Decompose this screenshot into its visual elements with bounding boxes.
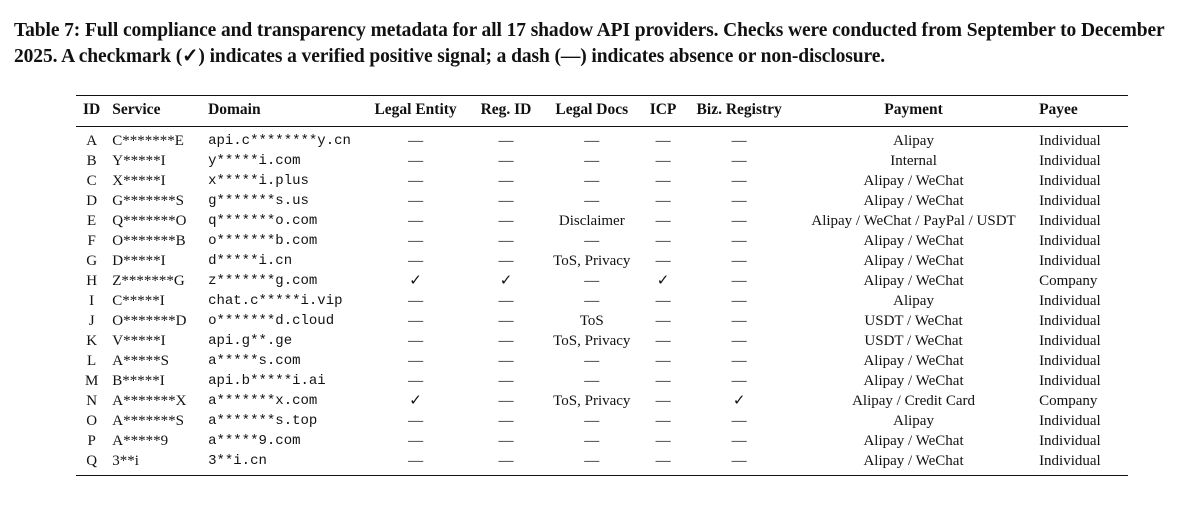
cell-reg-id: ✓ [499,273,513,289]
cell-icp: ✓ [656,273,670,289]
cell-domain: d*****i.cn [208,253,293,269]
header-row [76,96,1128,127]
cell-icp: — [655,193,671,209]
cell-biz-registry: — [731,253,747,269]
cell-service: D*****I [112,253,166,269]
cell-icp: — [655,173,671,189]
cell-legal-entity: ✓ [409,273,422,289]
table-row [76,251,1128,271]
cell-payment: Alipay / WeChat [863,373,964,389]
cell-reg-id: — [498,353,514,369]
cell-biz-registry: — [731,133,747,149]
cell-payee: Individual [1039,173,1101,189]
cell-legal-entity: — [408,213,424,229]
cell-id: N [86,393,98,409]
cell-payee: Individual [1039,153,1101,169]
cell-payment: Internal [890,153,937,169]
table-row [76,231,1128,251]
cell-legal-docs: ToS, Privacy [553,393,631,409]
table-row [76,151,1128,171]
cell-service: A*****S [112,353,169,369]
cell-payee: Individual [1039,253,1101,269]
cell-service: A*******X [112,393,187,409]
table-row [76,291,1128,311]
cell-payee: Company [1039,273,1098,289]
cell-icp: — [655,133,671,149]
header-payment: Payment [793,96,1034,127]
cell-biz-registry: — [731,193,747,209]
cell-icp: — [641,451,686,476]
cell-service: Y*****I [112,153,166,169]
cell-legal-docs: Disclaimer [558,213,625,229]
cell-reg-id: — [498,333,514,349]
cell-service: Q*******O [112,213,187,229]
cell-payee: Individual [1034,451,1128,476]
cell-service: C*******E [112,133,184,149]
cell-domain: o*******b.com [208,233,318,249]
cell-domain: y*****i.com [208,153,301,169]
cell-domain: g*******s.us [208,193,309,209]
cell-legal-docs: ToS, Privacy [553,333,631,349]
cell-service: X*****I [112,173,166,189]
cell-legal-entity: — [362,451,469,476]
cell-biz-registry: — [731,333,747,349]
table-row [76,351,1128,371]
cell-reg-id: — [498,173,514,189]
cell-service: O*******B [112,233,186,249]
header-id: ID [76,96,107,127]
cell-legal-docs: — [584,353,600,369]
cell-id: I [89,293,95,309]
table-body [76,127,1128,476]
header-biz-registry: Biz. Registry [685,96,793,127]
cell-service: G*******S [112,193,184,209]
cell-service: A*****9 [112,433,169,449]
cell-reg-id: — [498,313,514,329]
cell-icp: — [655,213,671,229]
cell-domain: a*****s.com [208,353,301,369]
cell-payment: Alipay [893,293,934,309]
cell-reg-id: — [498,293,514,309]
cell-biz-registry: — [731,233,747,249]
cell-icp: — [655,333,671,349]
cell-payment: Alipay / WeChat [863,173,964,189]
table-row [76,271,1128,291]
table-row [76,211,1128,231]
cell-payee: Individual [1039,293,1101,309]
table-row [76,191,1128,211]
cell-payee: Individual [1039,313,1101,329]
cell-legal-docs: — [543,451,641,476]
cell-legal-entity: — [408,433,424,449]
cell-icp: — [655,373,671,389]
cell-id: L [87,353,97,369]
cell-payee: Individual [1039,373,1101,389]
cell-service: 3**i [107,451,203,476]
cell-legal-docs: — [584,193,600,209]
cell-reg-id: — [498,373,514,389]
cell-service: O*******D [112,313,187,329]
cell-payee: Individual [1039,433,1101,449]
cell-legal-docs: — [584,233,600,249]
cell-legal-docs: — [584,293,600,309]
cell-icp: — [655,253,671,269]
cell-icp: — [655,153,671,169]
cell-biz-registry: — [731,433,747,449]
cell-domain: a*****9.com [208,433,301,449]
cell-domain: a*******s.top [208,413,318,429]
cell-legal-docs: — [584,413,600,429]
cell-service: A*******S [112,413,184,429]
table-row [76,371,1128,391]
cell-payment: USDT / WeChat [864,333,963,349]
cell-legal-entity: — [408,133,424,149]
cell-biz-registry: — [731,153,747,169]
table-row [76,411,1128,431]
cell-payment: Alipay [893,133,934,149]
cell-id: K [86,333,98,349]
cell-domain: 3**i.cn [203,451,362,476]
cell-domain: a*******x.com [208,393,318,409]
header-service: Service [107,96,203,127]
cell-service: B*****I [112,373,165,389]
cell-biz-registry: — [685,451,793,476]
cell-icp: — [655,393,671,409]
cell-id: O [86,413,98,429]
cell-id: A [86,133,98,149]
header-icp: ICP [641,96,686,127]
cell-payee: Individual [1039,413,1101,429]
cell-id: Q [76,451,107,476]
cell-legal-docs: — [584,433,600,449]
cell-legal-entity: — [408,353,424,369]
cell-id: M [84,373,99,389]
cell-legal-entity: — [408,313,424,329]
table-caption: Table 7: Full compliance and transparency metadata for all 17 shadow API providers. Checks were conducted from September to December 2025. A checkmark (✓) indicates a verified positive signal; a dash (—) indicates absence or non-disclosure. [14,20,1165,67]
header-reg-id: Reg. ID [469,96,543,127]
cell-id: C [86,173,97,189]
header-domain: Domain [203,96,362,127]
cell-legal-docs: — [584,133,600,149]
cell-id: F [87,233,96,249]
cell-icp: — [655,233,671,249]
cell-domain: chat.c*****i.vip [208,293,343,309]
cell-legal-docs: — [584,373,600,389]
cell-biz-registry: — [731,353,747,369]
cell-id: P [87,433,96,449]
cell-payment: Alipay / Credit Card [852,393,975,409]
cell-service: C*****I [112,293,165,309]
cell-reg-id: — [498,393,514,409]
cell-icp: — [655,433,671,449]
cell-payee: Individual [1039,213,1101,229]
compliance-table [76,95,1128,476]
cell-legal-docs: ToS [579,313,604,329]
cell-biz-registry: — [731,293,747,309]
cell-payee: Individual [1039,333,1101,349]
table-row [76,311,1128,331]
cell-legal-entity: — [408,173,424,189]
cell-payment: USDT / WeChat [864,313,963,329]
cell-domain: api.b*****i.ai [208,373,326,389]
cell-domain: x*****i.plus [208,173,309,189]
cell-service: V*****I [112,333,166,349]
cell-legal-docs: — [584,153,600,169]
cell-payment: Alipay / WeChat [863,273,964,289]
cell-legal-entity: — [408,153,424,169]
cell-reg-id: — [498,433,514,449]
cell-payment: Alipay / WeChat [863,353,964,369]
cell-reg-id: — [469,451,543,476]
cell-payment: Alipay / WeChat [793,451,1034,476]
cell-reg-id: — [498,213,514,229]
cell-legal-entity: — [408,193,424,209]
cell-legal-docs: — [584,173,600,189]
cell-reg-id: — [498,253,514,269]
cell-id: D [86,193,98,209]
cell-payee: Individual [1039,233,1101,249]
table-row [76,127,1128,152]
cell-id: H [86,273,98,289]
cell-payee: Individual [1039,193,1101,209]
cell-legal-entity: — [408,233,424,249]
cell-biz-registry: — [731,273,747,289]
cell-legal-docs: — [584,273,600,289]
table-row [76,171,1128,191]
cell-reg-id: — [498,153,514,169]
cell-payee: Individual [1039,353,1101,369]
cell-payment: Alipay / WeChat [863,193,964,209]
cell-payment: Alipay / WeChat [863,433,964,449]
cell-domain: z*******g.com [208,273,318,289]
cell-id: J [88,313,95,329]
cell-legal-docs: ToS, Privacy [553,253,631,269]
cell-biz-registry: — [731,313,747,329]
cell-biz-registry: ✓ [732,393,746,409]
cell-payment: Alipay / WeChat / PayPal / USDT [811,213,1016,229]
cell-id: E [87,213,97,229]
cell-domain: o*******d.cloud [208,313,335,329]
cell-payment: Alipay / WeChat [863,253,964,269]
cell-id: G [86,253,98,269]
cell-legal-entity: — [408,333,424,349]
cell-id: B [86,153,97,169]
cell-payment: Alipay [893,413,934,429]
table-row [76,391,1128,411]
cell-biz-registry: — [731,213,747,229]
table-row [76,331,1128,351]
table-header [76,96,1128,127]
cell-payee: Individual [1039,133,1101,149]
cell-reg-id: — [498,233,514,249]
cell-payment: Alipay / WeChat [863,233,964,249]
cell-biz-registry: — [731,373,747,389]
cell-domain: api.g**.ge [208,333,293,349]
cell-payee: Company [1039,393,1098,409]
header-legal-entity: Legal Entity [362,96,469,127]
cell-legal-entity: — [408,253,424,269]
cell-icp: — [655,293,671,309]
table-row [76,451,1128,476]
cell-reg-id: — [498,193,514,209]
cell-legal-entity: ✓ [409,393,422,409]
cell-reg-id: — [498,413,514,429]
cell-biz-registry: — [731,413,747,429]
cell-service: Z*******G [112,273,185,289]
cell-icp: — [655,353,671,369]
cell-icp: — [655,313,671,329]
cell-domain: api.c********y.cn [208,133,351,149]
cell-domain: q*******o.com [208,213,318,229]
table-row [76,431,1128,451]
cell-legal-entity: — [408,373,424,389]
header-payee: Payee [1034,96,1128,127]
cell-icp: — [655,413,671,429]
cell-reg-id: — [498,133,514,149]
cell-legal-entity: — [408,413,424,429]
cell-legal-entity: — [408,293,424,309]
cell-biz-registry: — [731,173,747,189]
header-legal-docs: Legal Docs [543,96,641,127]
